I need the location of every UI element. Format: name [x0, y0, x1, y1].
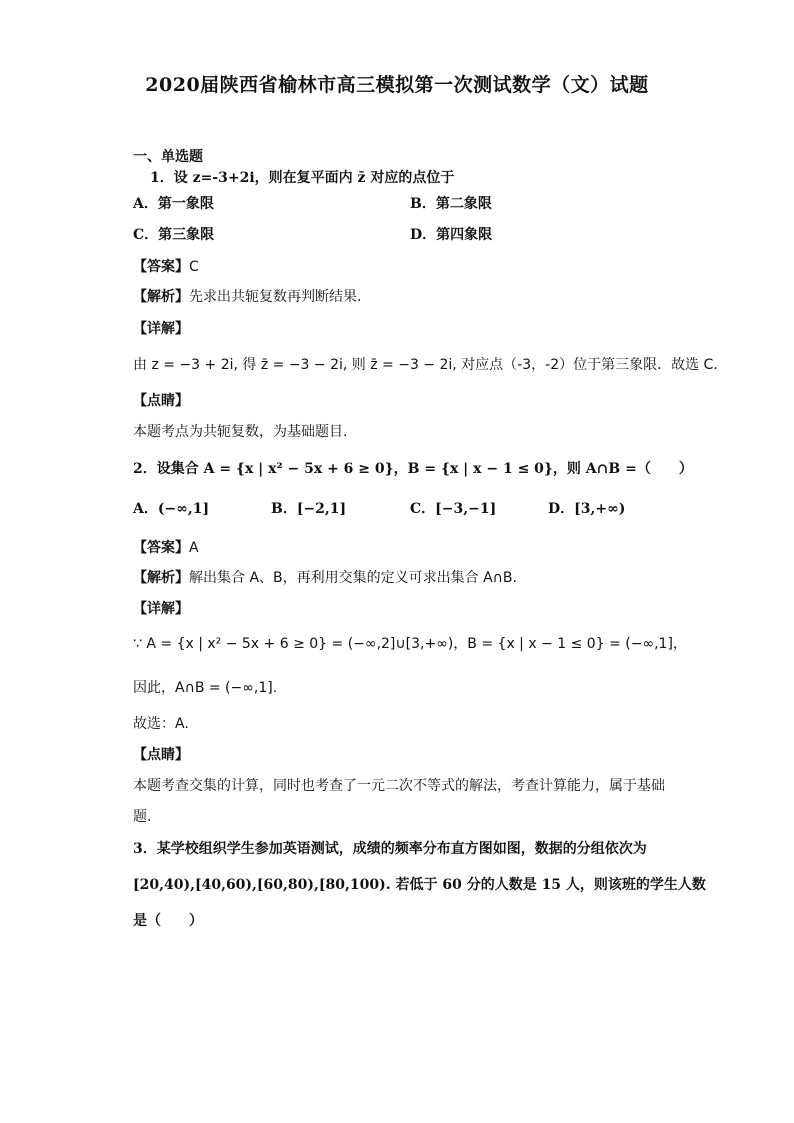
analysis-text: 解出集合 A、B，再利用交集的定义可求出集合 A∩B. [189, 570, 517, 586]
section-heading: 一、单选题 [133, 149, 203, 165]
question-1-detail-label: 【详解】 [133, 321, 189, 337]
question-1-stem: 1．设 z=-3+2i，则在复平面内 z̄ 对应的点位于 [150, 170, 455, 186]
answer-value: A [189, 540, 199, 556]
question-1-detail: 由 z = −3 + 2i, 得 z̄ = −3 − 2i, 则 z̄ = −3 − 2i, 对应点（-3，-2）位于第三象限．故选 C． [133, 357, 728, 373]
page-title: 2020届陕西省榆林市高三模拟第一次测试数学（文）试题 [145, 74, 649, 96]
question-1-option-d: D．第四象限 [410, 227, 493, 243]
question-1-answer [133, 256, 199, 276]
question-3-stem-line-1: 3．某学校组织学生参加英语测试，成绩的频率分布直方图如图，数据的分组依次为 [133, 841, 647, 857]
question-2-option-c: C．[−3,−1] [410, 501, 497, 517]
question-3-stem-line-3: 是（ ） [133, 913, 203, 929]
question-2-option-d: D．[3,+∞) [548, 501, 626, 517]
question-2-detail-line-3: 故选：A. [133, 716, 189, 732]
question-1-comment: 本题考点为共轭复数，为基础题目. [133, 424, 348, 440]
analysis-label: 【解析】 [133, 570, 189, 586]
answer-label: 【答案】 [133, 259, 189, 275]
question-1-option-b: B．第二象限 [410, 196, 492, 212]
question-2-analysis [133, 567, 517, 587]
question-1-option-a: A．第一象限 [133, 196, 214, 212]
question-2-comment-line-2: 题. [133, 809, 152, 825]
question-3-stem-line-2: [20,40),[40,60),[60,80),[80,100). 若低于 60 分的人数是 15 人，则该班的学生人数 [133, 877, 706, 893]
question-1-option-c: C．第三象限 [133, 227, 215, 243]
question-1-analysis [133, 286, 361, 306]
answer-value: C [189, 259, 199, 275]
question-2-option-b: B．[−2,1] [271, 501, 347, 517]
question-2-detail-line-2: 因此，A∩B = (−∞,1]. [133, 680, 278, 696]
question-2-detail-line-1: ∵ A = {x | x² − 5x + 6 ≥ 0} = (−∞,2]∪[3,+∞)，B = {x | x − 1 ≤ 0} = (−∞,1]， [133, 636, 687, 652]
question-2-comment-line-1: 本题考查交集的计算，同时也考查了一元二次不等式的解法，考查计算能力，属于基础 [133, 778, 665, 794]
question-2-detail-label: 【详解】 [133, 601, 189, 617]
question-2-option-a: A．(−∞,1] [133, 501, 210, 517]
question-1-comment-label: 【点睛】 [133, 393, 189, 409]
question-2-stem: 2．设集合 A = {x | x² − 5x + 6 ≥ 0}，B = {x | x − 1 ≤ 0}，则 A∩B =（ ） [133, 461, 693, 477]
answer-label: 【答案】 [133, 540, 189, 556]
question-2-comment-label: 【点睛】 [133, 747, 189, 763]
analysis-label: 【解析】 [133, 289, 189, 305]
analysis-text: 先求出共轭复数再判断结果. [189, 289, 362, 305]
question-2-answer [133, 537, 199, 557]
